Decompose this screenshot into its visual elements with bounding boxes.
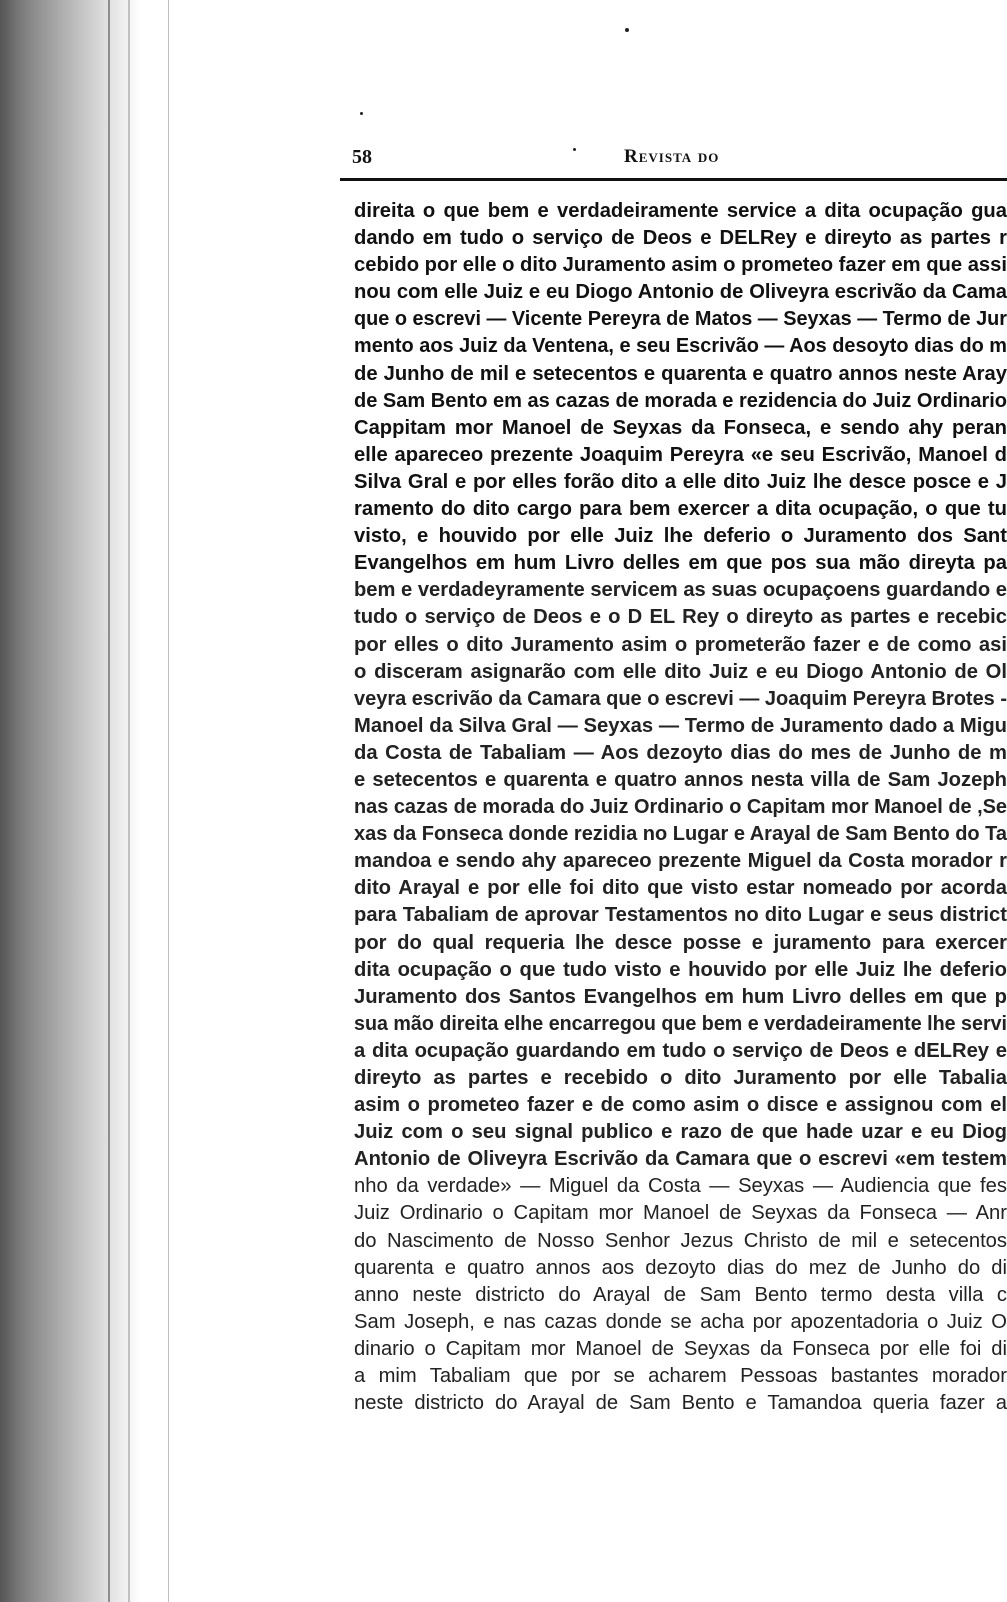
running-head: Revista do [624,146,720,167]
gutter-streak [108,0,110,1602]
text-line: dita ocupação o que tudo visto e houvido por elle Juiz lhe deferio [354,958,1007,981]
text-line: do Nascimento de Nosso Senhor Jezus Christo de mil e setecentos [354,1229,1007,1252]
text-line: Evangelhos em hum Livro delles em que pos sua mão direyta pa [354,552,1007,575]
text-line: por do qual requeria lhe desce posse e juramento para exercer [354,931,1007,954]
gutter-streak [128,0,130,1602]
text-line: e setecentos e quarenta e quatro annos nesta villa de Sam Jozeph [354,768,1007,791]
text-line: quarenta e quatro annos aos dezoyto dias do mez de Junho do di [354,1256,1007,1279]
text-line: para Tabaliam de aprovar Testamentos no dito Lugar e seus district [354,904,1007,927]
text-line: a dita ocupação guardando em tudo o serviço de Deos e dELRey e [354,1039,1007,1062]
text-line: visto, e houvido por elle Juiz lhe deferio o Juramento dos Sant [354,525,1007,548]
binding-gutter-shadow [0,0,140,1602]
text-line: nho da verdade» — Miguel da Costa — Seyxas — Audiencia que fes [354,1175,1007,1198]
text-line: direyto as partes e recebido o dito Juramento por elle Tabalia [354,1067,1007,1089]
text-line: de Sam Bento em as cazas de morada e rezidencia do Juiz Ordinario [354,389,1007,412]
text-line: dinario o Capitam mor Manoel de Seyxas da Fonseca por elle foi di [354,1337,1007,1360]
text-line: elle apareceo prezente Joaquim Pereyra «e seu Escrivão, Manoel d [354,443,1007,466]
text-line: nas cazas de morada do Juiz Ordinario o Capitam mor Manoel de ,Se [354,796,1007,819]
text-line: veyra escrivão da Camara que o escrevi — Joaquim Pereyra Brotes - [354,687,1007,710]
text-line: Silva Gral e por elles forão dito a elle dito Juiz lhe desce posce e J [354,470,1007,493]
page-number: 58 [352,146,372,168]
text-line: Sam Joseph, e nas cazas donde se acha por apozentadoria o Juiz O [354,1310,1007,1333]
text-line: direita o que bem e verdadeiramente service a dita ocupação gua [354,200,1007,222]
text-line: Antonio de Oliveyra Escrivão da Camara que o escrevi «em testem [354,1148,1007,1171]
text-line: dando em tudo o serviço de Deos e DELRey e direyto as partes r [354,227,1007,250]
text-line: dito Arayal e por elle foi dito que visto estar nomeado por acorda [354,877,1007,900]
text-line: tudo o serviço de Deos e o D EL Rey o direyto as partes e recebic [354,606,1007,629]
text-line: Juiz Ordinario o Capitam mor Manoel de Seyxas da Fonseca — Anr [354,1202,1007,1225]
text-line: que o escrevi — Vicente Pereyra de Matos — Seyxas — Termo de Jur [354,308,1007,331]
header-rule [340,178,1007,181]
text-line: sua mão direita elhe encarregou que bem e verdadeiramente lhe servi [354,1012,1007,1035]
text-line: mento aos Juiz da Ventena, e seu Escrivão — Aos desoyto dias do m [354,335,1007,358]
text-line: Manoel da Silva Gral — Seyxas — Termo de Juramento dado a Migu [354,714,1007,737]
text-line: Cappitam mor Manoel de Seyxas da Fonseca, e sendo ahy peran [354,416,1007,439]
text-line: bem e verdadeyramente servicem as suas ocupaçoens guardando e [354,579,1007,602]
text-line: ramento do dito cargo para bem exercer a dita ocupação, o que tu [354,498,1007,521]
text-line: neste districto do Arayal de Sam Bento e Tamandoa queria fazer a [354,1392,1007,1415]
text-line: da Costa de Tabaliam — Aos dezoyto dias do mes de Junho de m [354,741,1007,764]
text-line: mandoa e sendo ahy apareceo prezente Miguel da Costa morador r [354,850,1007,873]
text-line: anno neste districto do Arayal de Sam Bento termo desta villa c [354,1283,1007,1306]
page-header [352,140,1007,170]
text-line: Juiz com o seu signal publico e razo de que hade uzar e eu Diog [354,1121,1007,1144]
text-line: asim o prometeo fazer e de como asim o disce e assignou com el [354,1094,1007,1117]
body-text [354,198,1007,1417]
text-line: o disceram asignarão com elle dito Juiz e eu Diogo Antonio de Ol [354,660,1007,683]
text-line: xas da Fonseca donde rezidia no Lugar e Arayal de Sam Bento do Ta [354,823,1007,846]
text-line: a mim Tabaliam que por se acharem Pessoas bastantes morador [354,1365,1007,1388]
text-line: de Junho de mil e setecentos e quarenta e quatro annos neste Aray [354,362,1007,385]
text-line: nou com elle Juiz e eu Diogo Antonio de Oliveyra escrivão da Cama [354,281,1007,304]
speck [360,112,363,115]
text-line: Juramento dos Santos Evangelhos em hum Livro delles em que p [354,985,1007,1008]
gutter-streak [168,0,169,1602]
text-line: cebido por elle o dito Juramento asim o prometeo fazer em que assi [354,254,1007,277]
speck [625,28,629,32]
text-line: por elles o dito Juramento asim o prometerão fazer e de como asi [354,633,1007,656]
